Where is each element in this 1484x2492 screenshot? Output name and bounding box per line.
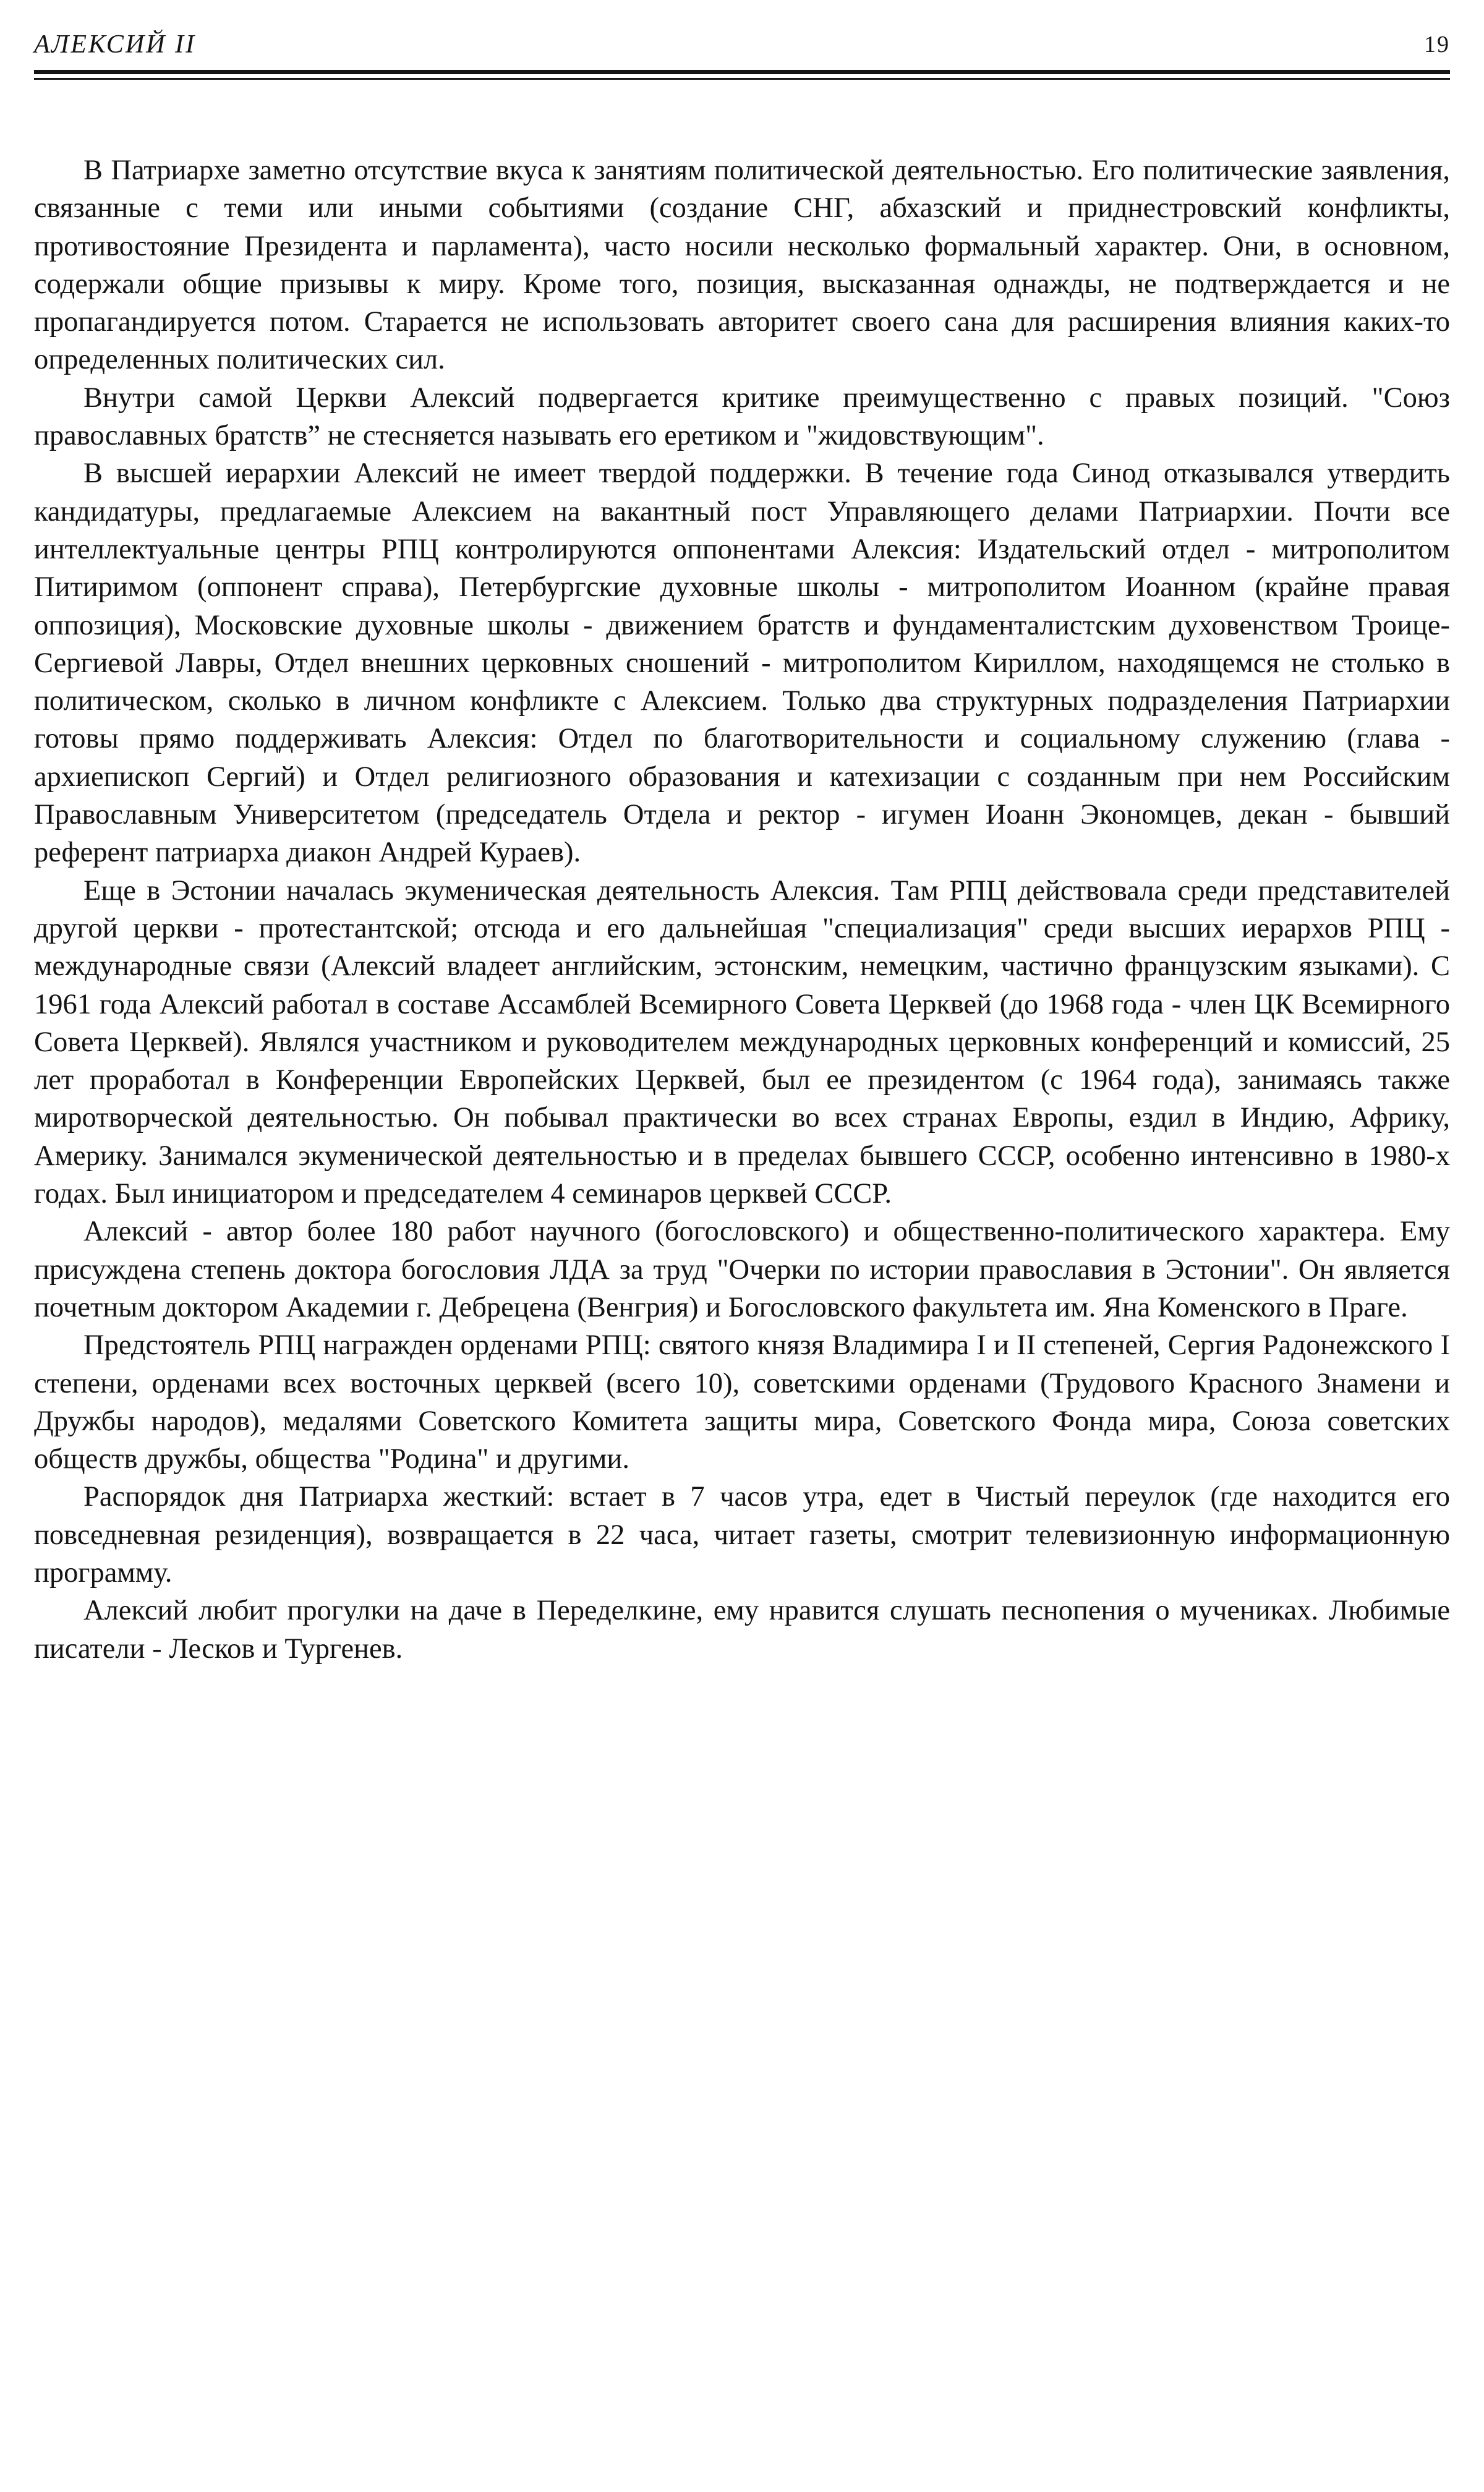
paragraph-leisure: Алексий любит прогулки на даче в Переделкине, ему нравится слушать песнопения о мучениках. Любимые писатели - Лесков и Тургенев. [34,1595,1450,1665]
paragraph-awards: Предстоятель РПЦ награжден орденами РПЦ: святого князя Владимира I и II степеней, Сергия Радонежского I степени, орденами всех восточных церквей (всего 10), советскими орденами (Трудового Красного Знамени и Дружбы народов), медалями Советского Комитета защиты мира, Советского Фонда мира, Союза советских обществ дружбы, общества "Родина" и другими. [34,1329,1450,1475]
paragraph-politics: В Патриархе заметно отсутствие вкуса к занятиям политической деятельностью. Его политические заявления, связанные с теми или иными событиями (создание СНГ, абхазский и приднестровский конфликты, противостояние Президента и парламента), часто носили несколько формальный характер. Они, в основном, содержали общие призывы к миру. Кроме того, позиция, высказанная однажды, не подтверждается и не пропагандируется потом. Старается не использовать авторитет своего сана для расширения влияния каких-то определенных политических сил. [34,155,1450,376]
header-rule-thick [34,70,1450,74]
running-head-title: АЛЕКСИЙ II [34,30,196,59]
paragraph-criticism: Внутри самой Церкви Алексий подвергается критике преимущественно с правых позиций. "Союз православных братств” не стесняется называть его еретиком и "жидовствующим". [34,382,1450,452]
page-number: 19 [1424,32,1450,58]
running-header [34,26,1450,63]
paragraph-works: Алексий - автор более 180 работ научного (богословского) и общественно-политического характера. Ему присуждена степень доктора богословия ЛДА за труд "Очерки по истории православия в Эстонии". Он является почетным доктором Академии г. Дебрецена (Венгрия) и Богословского факультета им. Яна Коменского в Праге. [34,1216,1450,1323]
header-rule-thin [34,78,1450,80]
paragraph-daily-routine: Распорядок дня Патриарха жесткий: встает в 7 часов утра, едет в Чистый переулок (где находится его повседневная резиденция), возвращается в 22 часа, читает газеты, смотрит телевизионную информационную программу. [34,1481,1450,1589]
paragraph-hierarchy: В высшей иерархии Алексий не имеет твердой поддержки. В течение года Синод отказывался утвердить кандидатуры, предлагаемые Алексием на вакантный пост Управляющего делами Патриархии. Почти все интеллектуальные центры РПЦ контролируются оппонентами Алексия: Издательский отдел - митрополитом Питиримом (оппонент справа), Петербургские духовные школы - митрополитом Иоанном (крайне правая оппозиция), Московские духовные школы - движением братств и фундаменталистским духовенством Троице-Сергиевой Лавры, Отдел внешних церковных сношений - митрополитом Кириллом, находящемся не столько в политическом, сколько в личном конфликте с Алексием. Только два структурных подразделения Патриархии готовы прямо поддерживать Алексия: Отдел по благотворительности и социальному служению (глава - архиепископ Сергий) и Отдел религиозного образования и катехизации с созданным при нем Российским Православным Университетом (председатель Отдела и ректор - игумен Иоанн Экономцев, декан - бывший референт патриарха диакон Андрей Кураев). [34,458,1450,869]
paragraph-ecumenism: Еще в Эстонии началась экуменическая деятельность Алексия. Там РПЦ действовала среди представителей другой церкви - протестантской; отсюда и его дальнейшая "специализация" среди высших иерархов РПЦ - международные связи (Алексий владеет английским, эстонским, немецким, частично французским языками). С 1961 года Алексий работал в составе Ассамблей Всемирного Совета Церквей (до 1968 года - член ЦК Всемирного Совета Церквей). Являлся участником и руководителем международных церковных конференций и комиссий, 25 лет проработал в Конференции Европейских Церквей, был ее президентом (с 1964 года), занимаясь также миротворческой деятельностью. Он побывал практически во всех странах Европы, ездил в Индию, Африку, Америку. Занимался экуменической деятельностью и в пределах бывшего СССР, особенно интенсивно в 1980-х годах. Был инициатором и председателем 4 семинаров церквей СССР. [34,874,1450,1210]
body-text [34,151,1450,1668]
